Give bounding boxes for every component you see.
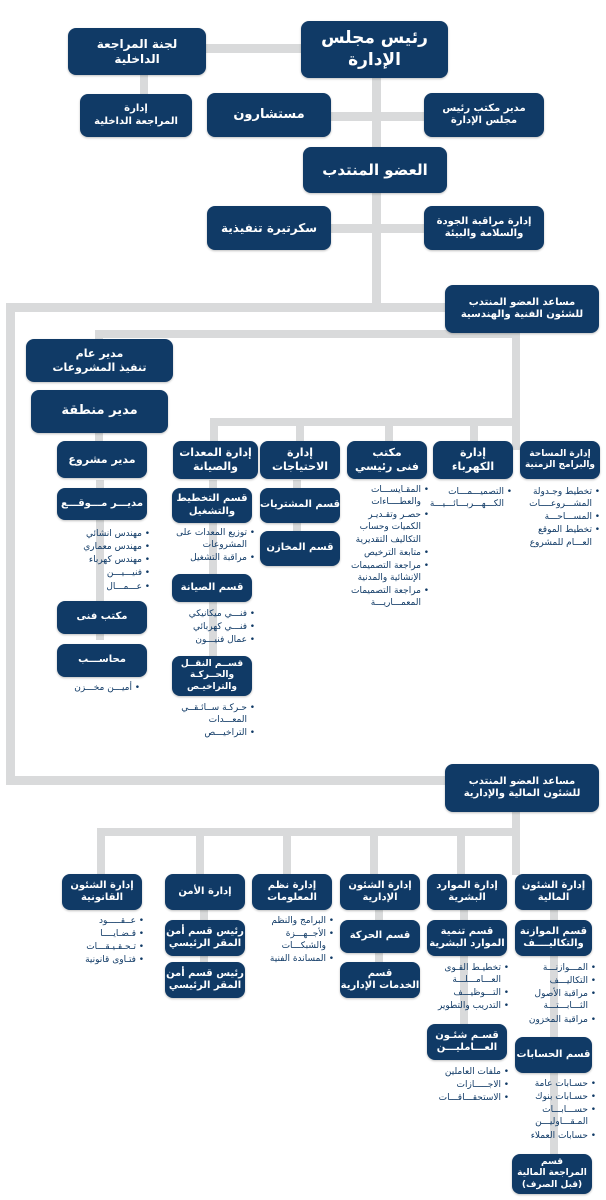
list-item: • المساندة الفنية	[250, 953, 334, 965]
connector-line	[6, 776, 446, 785]
list-item: • مهندس معماري	[50, 541, 150, 553]
main-tech-office-box: مكتب فنى رئيسي	[347, 441, 427, 479]
planning-items	[165, 527, 255, 565]
list-item: • فتـاوى قانونية	[60, 954, 144, 966]
budget-section-box: قسم الموازنة والتكاليــــف	[515, 920, 592, 956]
accounts-section-box: قسم الحسابات	[515, 1037, 592, 1073]
list-item: • مراجعة التصميمات المعمـــاريـــة	[345, 585, 429, 609]
hr-dev-items	[425, 962, 509, 1014]
transport-section-box: قســم النقــل والحــركـة والتراخيـص	[172, 656, 252, 696]
chairman-office-manager-box: مدير مكتب رئيس مجلس الإدارة	[424, 93, 544, 137]
list-item: • حســـابـــات المـقـــاوليـــن	[512, 1104, 596, 1128]
hr-dept-box: إدارة الموارد البشرية	[427, 874, 507, 910]
survey-dept-box: إدارة المساحة والبرامج الزمنية	[520, 441, 600, 479]
list-item: • مهندس انشائي	[50, 528, 150, 540]
list-item: • مراقبة المخزون	[512, 1014, 596, 1026]
maintenance-items	[165, 608, 255, 647]
list-item: • المـــوازنـــة	[512, 962, 596, 974]
project-manager-box: مدير مشروع	[57, 441, 147, 478]
stores-section-box: قسم المخازن	[260, 531, 340, 566]
connector-line	[512, 330, 520, 450]
executive-secretary-box: سكرتيرة تنفيذية	[207, 206, 331, 250]
security-head-1-box: رئيس قسم أمن المقر الرئيسي	[165, 920, 245, 956]
managing-director-box: العضو المنتدب	[303, 147, 447, 193]
list-item: • التصميـــمـــات الكـــهـــربـــائـــيـــة	[432, 486, 512, 510]
legal-dept-box: إدارة الشئون القانونية	[62, 874, 142, 910]
connector-line	[296, 418, 304, 442]
list-item: • فنـــي كهربائي	[165, 621, 255, 633]
list-item: • حسابات العملاء	[512, 1130, 596, 1142]
accountant-box: محاســـب	[57, 644, 147, 677]
list-item: • عـــمـــال	[50, 581, 150, 593]
chairman-box: رئيس مجلس الإدارة	[301, 21, 448, 78]
list-item: • تخطيط الموقع العـــام للمشروع	[518, 524, 600, 548]
employees-items	[425, 1066, 509, 1105]
transport-items	[165, 702, 255, 740]
list-item: • تخطيـط القـوى العـــامـــلـــة	[425, 962, 509, 986]
list-item: • تخطيط وجـدولة المشـــروعــــات	[518, 486, 600, 510]
admin-services-section-box: قسم الخدمات الإدارية	[340, 962, 420, 998]
list-item: • فنـــي ميكانيكي	[165, 608, 255, 620]
connector-line	[200, 44, 310, 53]
region-manager-box: مدير منطقة	[31, 390, 168, 433]
list-item: • التـــوظيـــف	[425, 987, 509, 999]
employees-section-box: قسـم شئـون العـــامليـــن	[427, 1024, 507, 1060]
list-item: • عمال فنيـــون	[165, 634, 255, 646]
financial-affairs-dept-box: إدارة الشئون المالية	[515, 874, 592, 910]
supplies-dept-box: إدارة الاحتياجات	[260, 441, 340, 479]
list-item: • الأجــهـــزة والشبكـــات	[250, 928, 334, 952]
accounts-items	[512, 1078, 596, 1143]
connector-line	[97, 828, 105, 874]
connector-line	[370, 828, 378, 874]
security-head-2-box: رئيس قسم أمن المقر الرئيسي	[165, 962, 245, 998]
connector-line	[6, 303, 446, 312]
it-items	[250, 915, 334, 967]
list-item: • حصـر وتقـديـر الكميات وحساب التكاليف التقديرية	[345, 509, 429, 545]
equipment-dept-box: إدارة المعدات والصيانة	[173, 441, 258, 479]
connector-line	[196, 828, 204, 874]
admin-dept-box: إدارة الشئون الإدارية	[340, 874, 420, 910]
finance-assistant-box: مساعد العضو المنتدب للشئون المالية والإدارية	[445, 764, 599, 812]
electricity-items	[429, 486, 512, 511]
list-item: • الاجـــــازات	[425, 1079, 509, 1091]
it-dept-box: إدارة نظم المعلومات	[252, 874, 332, 910]
quality-dept-box: إدارة مراقبة الجودة والسلامة والبيئة	[424, 206, 544, 250]
accountant-items	[50, 682, 140, 695]
site-manager-box: مديـــر مـــوقـــع	[57, 488, 147, 520]
list-item: • تـحـقـيـقـــات	[60, 941, 144, 953]
connector-line	[283, 828, 291, 874]
technical-assistant-box: مساعد العضو المنتدب للشئون الفنية والهندسية	[445, 285, 599, 333]
list-item: • التدريب والتطوير	[425, 1000, 509, 1012]
list-item: • مراقبة التشغيل	[165, 552, 255, 564]
connector-line	[385, 418, 393, 442]
connector-line	[512, 805, 520, 875]
list-item: • توزيع المعدات على المشروعات	[165, 527, 255, 551]
maintenance-section-box: قسم الصيانة	[172, 574, 252, 602]
internal-audit-dept-box: إدارة المراجعة الداخلية	[80, 94, 192, 137]
list-item: • عــقـــــود	[60, 915, 144, 927]
movement-section-box: قسم الحركة	[340, 920, 420, 953]
security-dept-box: إدارة الأمن	[165, 874, 245, 910]
advisors-box: مستشارون	[207, 93, 331, 137]
pre-audit-section-box: قسم المراجعة المالية (قبل الصرف)	[512, 1154, 592, 1194]
list-item: • مراقبة الأصول الثـــابـــتـــة	[512, 988, 596, 1012]
connector-line	[320, 224, 430, 233]
list-item: • أميـــن مخـــزن	[50, 682, 140, 694]
list-item: • حـركـة ســائـقــي المعـــدات	[165, 702, 255, 726]
list-item: • مهندس كهرباء	[50, 554, 150, 566]
list-item: • مراجعة التصميمات الإنشائية والمدنية	[345, 560, 429, 584]
list-item: • حسـابات بنوك	[512, 1091, 596, 1103]
list-item: • متابعة الترخيص	[345, 547, 429, 559]
list-item: • ملفات العاملين	[425, 1066, 509, 1078]
list-item: • البرامج والنظم	[250, 915, 334, 927]
list-item: • حسـابات عامة	[512, 1078, 596, 1090]
budget-items	[512, 962, 596, 1027]
purchasing-section-box: قسم المشتريات	[260, 488, 340, 523]
planning-section-box: قسم التخطيط والتشغيل	[172, 488, 252, 523]
gm-projects-box: مدير عام تنفيذ المشروعات	[26, 339, 173, 382]
tech-office-box: مكتب فنى	[57, 601, 147, 634]
connector-line	[457, 828, 465, 874]
connector-line	[210, 418, 218, 442]
electricity-dept-box: إدارة الكهرباء	[433, 441, 513, 479]
list-item: • المقـايســـات والعطــــاءات	[345, 484, 429, 508]
audit-committee-box: لجنة المراجعة الداخلية	[68, 28, 206, 75]
list-item: • التكاليـــف	[512, 975, 596, 987]
list-item: • التراخيـــص	[165, 727, 255, 739]
list-item: • فنيـــيـــن	[50, 567, 150, 579]
site-manager-items	[50, 528, 150, 594]
list-item: • المســـاحـــة	[518, 511, 600, 523]
list-item: • الاستحقـــاقـــات	[425, 1092, 509, 1104]
connector-line	[6, 303, 15, 785]
hr-dev-section-box: قسم تنمية الموارد البشرية	[427, 920, 507, 956]
connector-line	[320, 112, 430, 121]
list-item: • قـضـايــــا	[60, 928, 144, 940]
legal-items	[60, 915, 144, 968]
survey-items	[518, 486, 600, 550]
main-tech-office-items	[345, 484, 429, 610]
connector-line	[470, 418, 478, 442]
